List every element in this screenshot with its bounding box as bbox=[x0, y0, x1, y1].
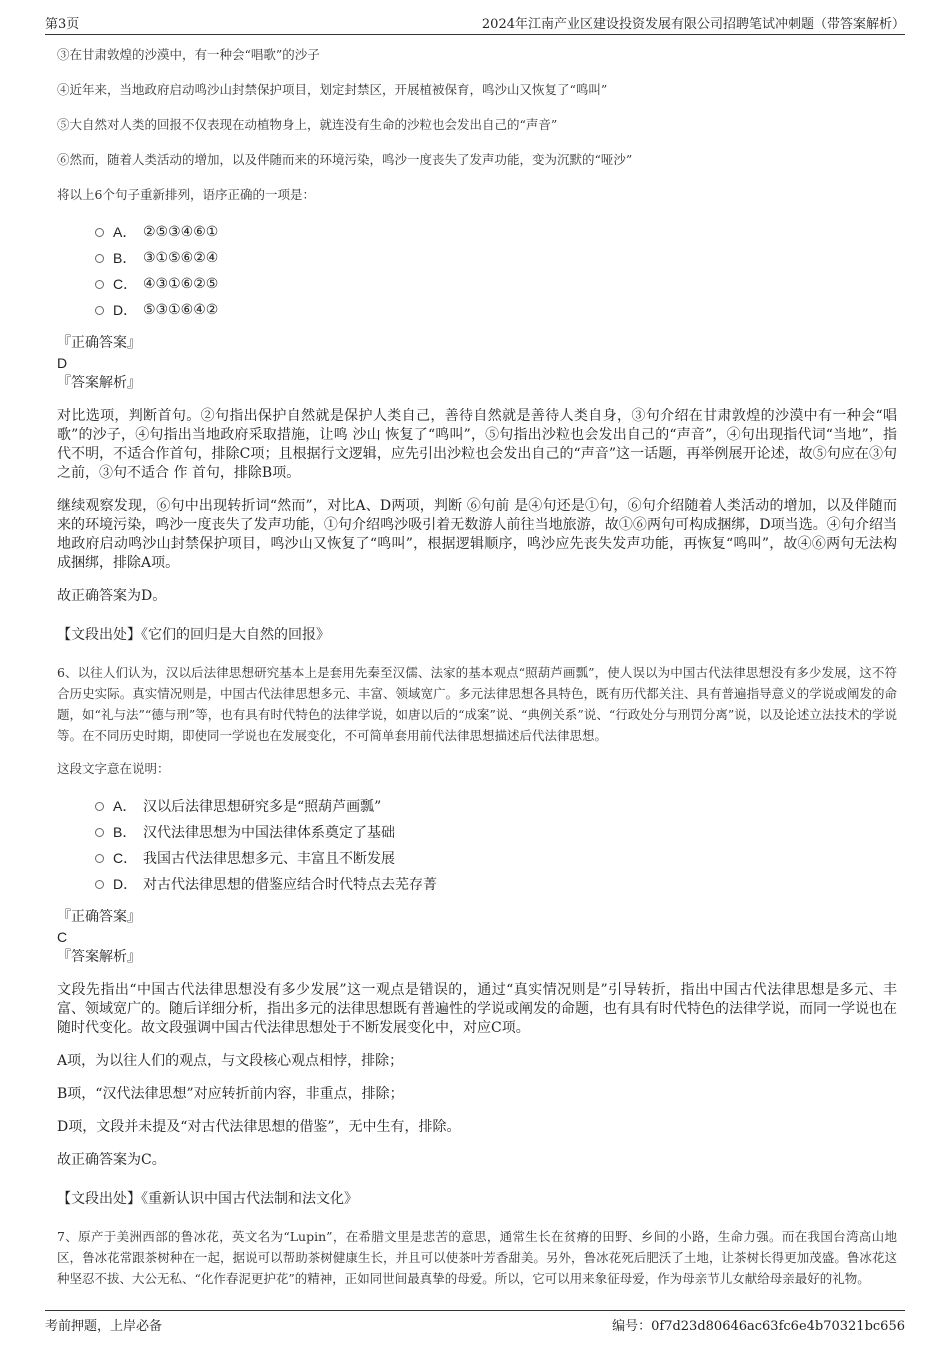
radio-icon[interactable] bbox=[95, 854, 104, 863]
document-id: 编号：0f7d23d80646ac63fc6e4b70321bc656 bbox=[612, 1319, 905, 1334]
q6-options bbox=[95, 793, 897, 897]
page-header bbox=[45, 12, 905, 35]
option-letter: A． bbox=[113, 224, 137, 240]
q6-prompt: 这段文字意在说明： bbox=[57, 761, 170, 776]
q5-options bbox=[95, 219, 897, 323]
q5-sentence: ⑤大自然对人类的回报不仅表现在动植物身上，就连没有生命的沙粒也会发出自己的“声音” bbox=[57, 117, 558, 132]
q5-source: 【文段出处】《它们的回归是大自然的回报》 bbox=[57, 627, 330, 643]
q6-option-b[interactable] bbox=[95, 819, 897, 845]
option-text: ③①⑤⑥②④ bbox=[143, 250, 219, 266]
option-text: 汉代法律思想为中国法律体系奠定了基础 bbox=[143, 825, 395, 841]
q5-conclusion: 故正确答案为D。 bbox=[57, 588, 167, 604]
footer-slogan: 考前押题，上岸必备 bbox=[45, 1319, 163, 1334]
q6-analysis-line: B项，“汉代法律思想”对应转折前内容，非重点，排除； bbox=[57, 1086, 404, 1102]
document-title: 2024年江南产业区建设投资发展有限公司招聘笔试冲刺题（带答案解析） bbox=[481, 17, 905, 32]
option-letter: C． bbox=[113, 850, 138, 866]
q5-answer: D bbox=[57, 355, 68, 371]
q5-option-b[interactable] bbox=[95, 245, 897, 271]
q5-sentence: ④近年来，当地政府启动鸣沙山封禁保护项目，划定封禁区，开展植被保育，鸣沙山又恢复了“鸣叫” bbox=[57, 82, 608, 97]
q5-sentence: ⑥然而，随着人类活动的增加，以及伴随而来的环境污染，鸣沙一度丧失了发声功能，变为沉默的“哑沙” bbox=[57, 152, 633, 167]
q6-option-c[interactable] bbox=[95, 845, 897, 871]
radio-icon[interactable] bbox=[95, 802, 104, 811]
option-text: ④③①⑥②⑤ bbox=[143, 276, 219, 292]
radio-icon[interactable] bbox=[95, 306, 104, 315]
radio-icon[interactable] bbox=[95, 280, 104, 289]
radio-icon[interactable] bbox=[95, 828, 104, 837]
q6-analysis-line: D项，文段并未提及“对古代法律思想的借鉴”，无中生有，排除。 bbox=[57, 1119, 461, 1135]
q6-analysis-line: A项，为以往人们的观点，与文段核心观点相悖，排除； bbox=[57, 1053, 404, 1069]
q5-sentence: ③在甘肃敦煌的沙漠中，有一种会“唱歌”的沙子 bbox=[57, 47, 320, 62]
option-text: 汉以后法律思想研究多是“照葫芦画瓢” bbox=[143, 799, 382, 815]
option-letter: A． bbox=[113, 798, 137, 814]
q5-option-c[interactable] bbox=[95, 271, 897, 297]
page-number: 第3页 bbox=[45, 17, 80, 32]
page-footer bbox=[45, 1310, 905, 1337]
page-content bbox=[57, 44, 897, 1289]
q6-option-a[interactable] bbox=[95, 793, 897, 819]
q5-sentences bbox=[57, 44, 897, 170]
q5-analysis-label: 『答案解析』 bbox=[57, 375, 141, 391]
option-letter: D． bbox=[113, 302, 138, 318]
q7-text: 7、原产于美洲西部的鲁冰花，英文名为“Lupin”，在希腊文里是悲苦的意思，通常生长在贫瘠的田野、乡间的小路，生命力强。而在我国台湾高山地区，鲁冰花常跟茶树种在一起，据说可以帮助茶树健康生长，并且可以使茶叶芳香甜美。另外，鲁冰花死后肥沃了土地，让茶树长得更加茂盛。鲁冰花这种坚忍不拔、大公无私、“化作春泥更护花”的精神，正如同世间最真挚的母爱。所以，它可以用来象征母爱，作为母亲节儿女献给母亲最好的礼物。 bbox=[57, 1229, 897, 1286]
q5-option-a[interactable] bbox=[95, 219, 897, 245]
q5-analysis-paragraph: 继续观察发现，⑥句中出现转折词“然而”，对比A、D两项，判断 ⑥句前 是④句还是①句，⑥句介绍随着人类活动的增加，以及伴随而来的环境污染，鸣沙一度丧失了发声功能，①句介绍鸣沙吸引着无数游人前往当地旅游，故①⑥两句可构成捆绑，D项当选。④句介绍当地政府启动鸣沙山封禁保护项目，鸣沙山又恢复了“鸣叫”，根据逻辑顺序，鸣沙应先丧失发声功能，再恢复“鸣叫”，故④⑥两句无法构成捆绑，排除A项。 bbox=[57, 498, 897, 571]
option-letter: D． bbox=[113, 876, 138, 892]
option-letter: B． bbox=[113, 250, 137, 266]
option-letter: C． bbox=[113, 276, 138, 292]
q5-prompt: 将以上6个句子重新排列，语序正确的一项是： bbox=[57, 187, 315, 202]
q5-option-d[interactable] bbox=[95, 297, 897, 323]
q6-source: 【文段出处】《重新认识中国古代法制和法文化》 bbox=[57, 1191, 358, 1207]
option-text: 对古代法律思想的借鉴应结合时代特点去芜存菁 bbox=[143, 877, 437, 893]
radio-icon[interactable] bbox=[95, 228, 104, 237]
q6-analysis-label: 『答案解析』 bbox=[57, 949, 141, 965]
option-letter: B． bbox=[113, 824, 137, 840]
q6-option-d[interactable] bbox=[95, 871, 897, 897]
radio-icon[interactable] bbox=[95, 254, 104, 263]
q5-analysis-paragraph: 对比选项，判断首句。②句指出保护自然就是保护人类自己，善待自然就是善待人类自身，③句介绍在甘肃敦煌的沙漠中有一种会“唱歌”的沙子，④句指出当地政府采取措施，让鸣 沙山 恢复了“鸣叫”，⑤句指出沙粒也会发出自己的“声音”，④句出现指代词“当地”，指代不明，不适合作首句，排除C项；且根据行文逻辑，应先引出沙粒也会发出自己的“声音”这一话题，再举例展开论述，故⑤句应在③句之前，③句不适合 作 首句，排除B项。 bbox=[57, 408, 897, 481]
q6-answer: C bbox=[57, 929, 68, 945]
option-text: ⑤③①⑥④② bbox=[143, 302, 219, 318]
q6-answer-label: 『正确答案』 bbox=[57, 909, 141, 925]
q6-analysis-paragraph: 文段先指出“中国古代法律思想没有多少发展”这一观点是错误的，通过“真实情况则是”引导转折，指出中国古代法律思想是多元、丰富、领域宽广的。随后详细分析，指出多元的法律思想既有普遍性的学说或阐发的命题，也有具有时代特色的法律学说，而同一学说也在随时代变化。故文段强调中国古代法律思想处于不断发展变化中，对应C项。 bbox=[57, 982, 897, 1036]
radio-icon[interactable] bbox=[95, 880, 104, 889]
q6-text: 6、以往人们认为，汉以后法律思想研究基本上是套用先秦至汉儒、法家的基本观点“照葫芦画瓢”，使人误以为中国古代法律思想没有多少发展，这不符合历史实际。真实情况则是，中国古代法律思想多元、丰富、领域宽广。多元法律思想各具特色，既有历代都关注、具有普遍指导意义的学说或阐发的命题，如“礼与法”“德与刑”等，也有具有时代特色的法律学说，如唐以后的“成案”说、“典例关系”说、“行政处分与刑罚分离”说，以及论述立法技术的学说等。在不同历史时期，即使同一学说也在发展变化，不可简单套用前代法律思想描述后代法律思想。 bbox=[57, 665, 897, 743]
q6-conclusion: 故正确答案为C。 bbox=[57, 1152, 166, 1168]
option-text: ②⑤③④⑥① bbox=[143, 224, 219, 240]
option-text: 我国古代法律思想多元、丰富且不断发展 bbox=[143, 851, 395, 867]
q5-answer-label: 『正确答案』 bbox=[57, 335, 141, 351]
